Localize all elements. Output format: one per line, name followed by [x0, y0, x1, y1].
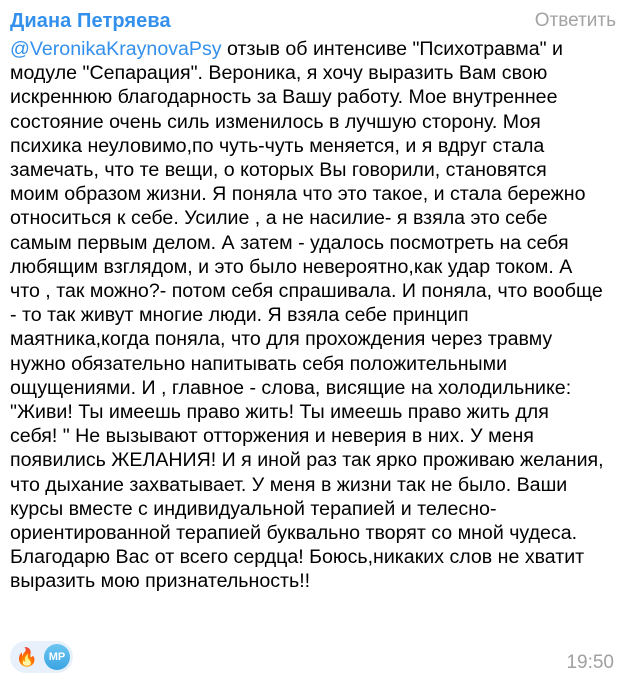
message-line: себя! " Не вызывают отторжения и неверия в них. У меня — [10, 425, 534, 448]
message-line: моим образом жизни. Я поняла что это такое, и стала бережно — [10, 183, 586, 206]
message-footer — [10, 640, 618, 674]
message-line: выразить мою признательность!! — [10, 570, 311, 593]
message-line: самым первым делом. А затем - удалось посмотреть на себя — [10, 231, 569, 254]
message-line — [10, 37, 618, 61]
message-line: появились ЖЕЛАНИЯ! И я иной раз так ярко проживаю желания, — [10, 449, 604, 472]
message-line: маятника,когда поняла, что для прохождения через травму — [10, 328, 553, 351]
message-line: модуле "Сепарация". Вероника, я хочу выразить Вам свою — [10, 62, 548, 85]
message-line: психика неуловимо,по чуть-чуть меняется, и я вдруг стала — [10, 134, 545, 157]
message-line: замечать, что те вещи, о которых Вы говорили, становятся — [10, 159, 547, 182]
message-line: состояние очень силь изменилось в лучшую сторону. Моя — [10, 110, 541, 133]
message-line: ощущениями. И , главное - слова, висящие на холодильнике: — [10, 376, 572, 399]
message-line: что , так можно?- потом себя спрашивала. И поняла, что вообще — [10, 280, 603, 303]
message-line: Благодарю Вас от всего сердца! Боюсь,никаких слов не хватит — [10, 546, 585, 569]
message-line: ориентированной терапией буквально творят со мной чудеса. — [10, 522, 578, 545]
message-line: искреннюю благодарность за Вашу работу. Мое внутреннее — [10, 86, 558, 109]
message-line: - то так живут многие люди. Я взяла себе принцип — [10, 304, 469, 327]
message-line: что дыхание захватывает. У меня в жизни так не было. Ваши — [10, 473, 568, 496]
message-time: 19:50 — [566, 652, 614, 673]
message-line: "Живи! Ты имеешь право жить! Ты имеешь право жить для — [10, 401, 549, 424]
reaction-button[interactable] — [10, 641, 73, 673]
message-line: нужно обязательно напитывать себя положительными — [10, 352, 508, 375]
message-line: любящим взглядом, и это было невероятно,как удар током. А — [10, 255, 573, 278]
message-line: относиться к себе. Усилие , а не насилие- я взяла это себе — [10, 207, 548, 230]
message-line-text: отзыв об интенсиве "Психотравма" и — [221, 38, 563, 60]
author-name[interactable]: Диана Петряева — [10, 9, 171, 32]
message-header — [10, 6, 618, 36]
reactor-avatar: MP — [44, 644, 70, 670]
user-mention-link[interactable]: @VeronikaKraynovaPsy — [10, 38, 222, 60]
message-line: курсы вместе с индивидуальной терапией и телесно- — [10, 497, 497, 520]
reply-button[interactable]: Ответить — [534, 10, 616, 31]
fire-icon: 🔥 — [15, 646, 39, 667]
message-text — [10, 37, 618, 594]
